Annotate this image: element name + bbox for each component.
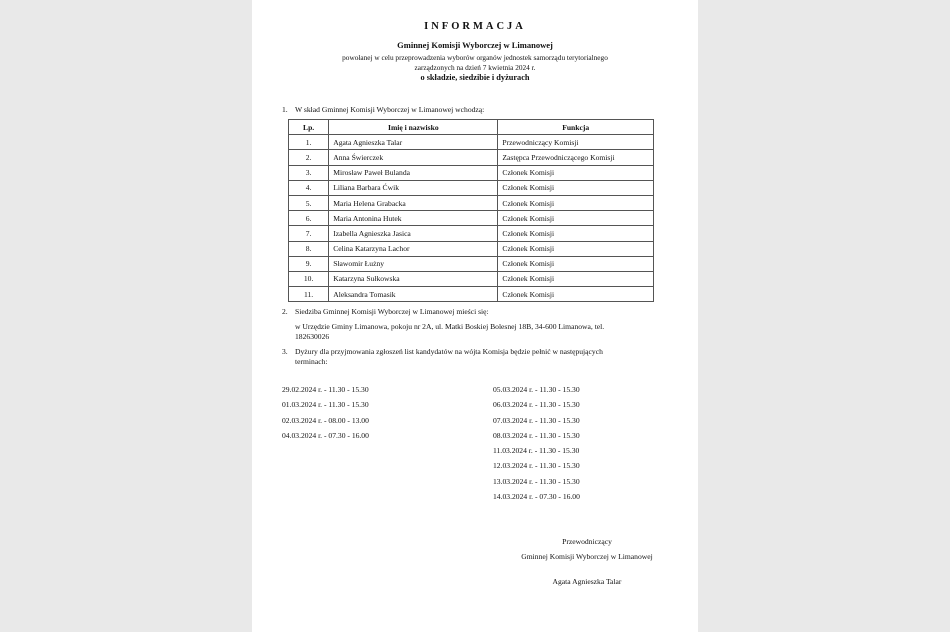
cell-name: Agata Agnieszka Talar: [329, 135, 498, 150]
header-lp: Lp.: [289, 120, 329, 135]
table-row: [289, 256, 654, 271]
cell-lp: 11.: [289, 287, 329, 302]
signature-role: Przewodniczący: [562, 537, 612, 546]
cell-lp: 1.: [289, 135, 329, 150]
duty-date: 29.02.2024 r. - 11.30 - 15.30: [282, 385, 369, 394]
table-row: [289, 287, 654, 302]
section-3: [282, 347, 682, 367]
cell-name: Maria Helena Grabacka: [329, 195, 498, 210]
cell-lp: 7.: [289, 226, 329, 241]
duty-date: 06.03.2024 r. - 11.30 - 15.30: [493, 400, 580, 410]
cell-function: Członek Komisji: [498, 271, 654, 286]
header-line-2: zarządzonych na dzień 7 kwietnia 2024 r.: [414, 63, 536, 72]
duty-date: 04.03.2024 r. - 07.30 - 16.00: [282, 430, 369, 440]
duty-dates-right: [493, 382, 580, 504]
cell-name: Anna Świerczek: [329, 150, 498, 165]
table-row: [289, 135, 654, 150]
cell-name: Aleksandra Tomasik: [329, 287, 498, 302]
header-line-1: powołanej w celu przeprowadzenia wyborów organów jednostek samorządu terytorialnego: [342, 53, 608, 62]
address-line-1: w Urzędzie Gminy Limanowa, pokoju nr 2A, ul. Matki Boskiej Bolesnej 18B, 34-600 Limanowa, tel.: [295, 322, 605, 331]
table-row: [289, 271, 654, 286]
cell-name: Maria Antonina Hutek: [329, 211, 498, 226]
cell-function: Członek Komisji: [498, 211, 654, 226]
cell-name: Katarzyna Sułkowska: [329, 271, 498, 286]
duty-date: 08.03.2024 r. - 11.30 - 15.30: [493, 430, 580, 440]
cell-function: Członek Komisji: [498, 287, 654, 302]
cell-name: Celina Katarzyna Lachor: [329, 241, 498, 256]
table-header-row: [289, 120, 654, 135]
section-3-text-line-2: terminach:: [295, 357, 328, 366]
table-row: [289, 195, 654, 210]
table-row: [289, 150, 654, 165]
address-line-2: 182630026: [295, 332, 330, 341]
cell-function: Członek Komisji: [498, 226, 654, 241]
cell-lp: 10.: [289, 271, 329, 286]
cell-function: Członek Komisji: [498, 180, 654, 195]
table-row: [289, 180, 654, 195]
cell-function: Członek Komisji: [498, 241, 654, 256]
duty-date: 02.03.2024 r. - 08.00 - 13.00: [282, 415, 369, 425]
duty-date: 13.03.2024 r. - 11.30 - 15.30: [493, 476, 580, 486]
cell-function: Członek Komisji: [498, 256, 654, 271]
section-1-text: W skład Gminnej Komisji Wyborczej w Limanowej wchodzą:: [295, 105, 485, 114]
section-2: [282, 307, 682, 317]
cell-name: Liliana Barbara Ćwik: [329, 180, 498, 195]
section-3-number: 3.: [282, 347, 288, 356]
cell-name: Izabella Agnieszka Jasica: [329, 226, 498, 241]
signature-body: Gminnej Komisji Wyborczej w Limanowej: [521, 552, 653, 561]
section-1: [282, 105, 682, 115]
section-3-text-line-1: Dyżury dla przyjmowania zgłoszeń list kandydatów na wójta Komisja będzie pełnić w następujących: [295, 347, 603, 356]
cell-function: Przewodniczący Komisji: [498, 135, 654, 150]
duty-dates-left: [282, 382, 369, 443]
cell-function: Członek Komisji: [498, 165, 654, 180]
section-2-number: 2.: [282, 307, 288, 316]
duty-date: 11.03.2024 r. - 11.30 - 15.30: [493, 446, 580, 456]
signature-name: Agata Agnieszka Talar: [552, 577, 622, 586]
cell-lp: 6.: [289, 211, 329, 226]
duty-date: 14.03.2024 r. - 07.30 - 16.00: [493, 492, 580, 502]
duty-date: 12.03.2024 r. - 11.30 - 15.30: [493, 461, 580, 471]
table-row: [289, 211, 654, 226]
duty-date: 05.03.2024 r. - 11.30 - 15.30: [493, 385, 580, 394]
cell-lp: 3.: [289, 165, 329, 180]
table-row: [289, 226, 654, 241]
cell-lp: 8.: [289, 241, 329, 256]
cell-name: Sławomir Łużny: [329, 256, 498, 271]
members-table: [288, 119, 654, 302]
document-title: INFORMACJA: [424, 21, 526, 32]
cell-name: Mirosław Paweł Bulanda: [329, 165, 498, 180]
cell-lp: 5.: [289, 195, 329, 210]
duty-date: 01.03.2024 r. - 11.30 - 15.30: [282, 400, 369, 410]
table-row: [289, 165, 654, 180]
cell-lp: 9.: [289, 256, 329, 271]
header-name: Imię i nazwisko: [329, 120, 498, 135]
duty-date: 07.03.2024 r. - 11.30 - 15.30: [493, 415, 580, 425]
cell-function: Zastępca Przewodniczącego Komisji: [498, 150, 654, 165]
document-subtitle-2: o składzie, siedzibie i dyżurach: [420, 73, 530, 82]
document-page: [252, 0, 698, 632]
header-function: Funkcja: [498, 120, 654, 135]
table-row: [289, 241, 654, 256]
committee-address: [295, 322, 695, 342]
cell-function: Członek Komisji: [498, 195, 654, 210]
document-subtitle: Gminnej Komisji Wyborczej w Limanowej: [397, 40, 553, 50]
cell-lp: 2.: [289, 150, 329, 165]
section-1-number: 1.: [282, 105, 288, 114]
section-2-text: Siedziba Gminnej Komisji Wyborczej w Limanowej mieści się:: [295, 307, 489, 316]
cell-lp: 4.: [289, 180, 329, 195]
